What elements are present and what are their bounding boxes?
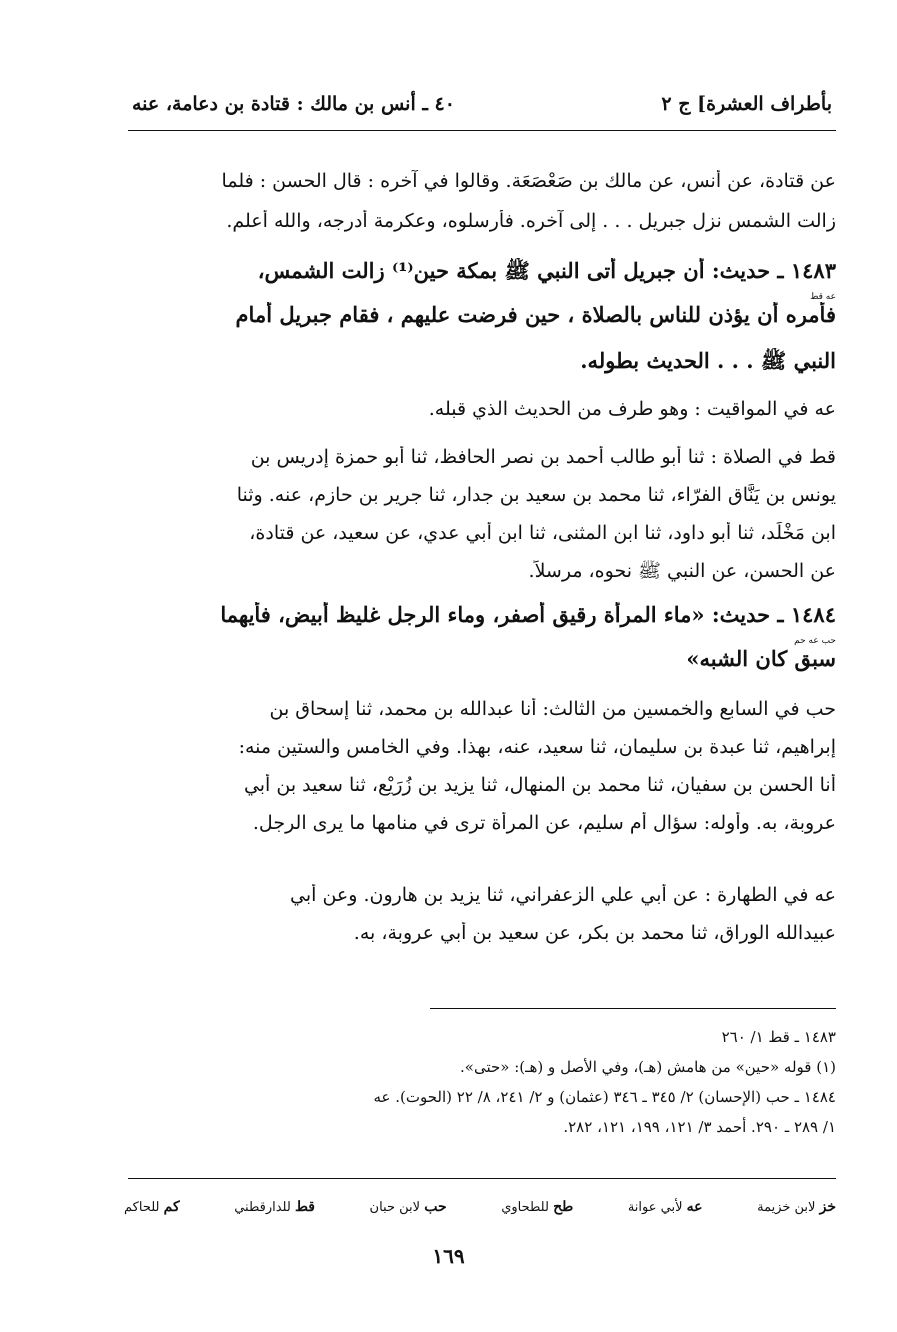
hadith-line: فأمره أن يؤذن للناس بالصلاة ، حين فرضت عليهم ، فقام جبريل أمام xyxy=(235,302,836,327)
text-line: يونس بن يَنَّاق الفرّاء، ثنا محمد بن سعيد بن جدار، ثنا جرير بن حازم، عنه. وثنا xyxy=(236,484,836,506)
footnote-line: ١٤٨٤ ـ حب (الإحسان) ٢/ ٣٤٥ ـ ٣٤٦ (عثمان) و ٢/ ٢٤١، ٨/ ٢٢ (الحوت). عه xyxy=(373,1088,836,1106)
footnote-rule xyxy=(430,1008,836,1009)
paragraph-1484-a xyxy=(130,698,836,850)
paragraph-1484-b xyxy=(130,884,836,960)
abbreviation-legend xyxy=(124,1190,836,1224)
legend-item: خز لابن خزيمة xyxy=(757,1199,836,1215)
text-line: إبراهيم، ثنا عبدة بن سليمان، ثنا سعيد، عنه، بهذا. وفي الخامس والستين منه: xyxy=(238,736,836,758)
footnote-line: (١) قوله «حين» من هامش (هـ)، وفي الأصل و (هـ): «حتى». xyxy=(460,1058,836,1076)
text-line: قط في الصلاة : ثنا أبو طالب أحمد بن نصر الحافظ، ثنا أبو حمزة إدريس بن xyxy=(250,446,836,468)
text-line: عه في المواقيت : وهو طرف من الحديث الذي قبله. xyxy=(428,398,836,420)
footnotes xyxy=(130,1022,836,1142)
text-line: عن قتادة، عن أنس، عن مالك بن صَعْصَعَة. وقالوا في آخره : قال الحسن : فلما xyxy=(221,170,836,192)
legend-item: طح للطحاوي xyxy=(501,1199,574,1215)
legend-item: قط للدارقطني xyxy=(234,1199,315,1215)
footnote-line: ١/ ٢٨٩ ـ ٢٩٠. أحمد ٣/ ١٢١، ١٩٩، ١٢١، ٢٨٢. xyxy=(563,1118,836,1136)
legend-item: عه لأبي عوانة xyxy=(627,1199,703,1215)
text-line: عبيدالله الوراق، ثنا محمد بن بكر، عن سعيد بن أبي عروبة، به. xyxy=(353,922,836,944)
paragraph-1483-a xyxy=(130,398,836,438)
legend-item: حب لابن حبان xyxy=(369,1199,447,1215)
header-chapter-title: ٤٠ ـ أنس بن مالك : قتادة بن دعامة، عنه xyxy=(132,93,455,115)
text-line: عه في الطهارة : عن أبي علي الزعفراني، ثنا يزيد بن هارون. وعن أبي xyxy=(290,884,836,906)
hadith-symbols: عه قط xyxy=(810,292,836,302)
text-line: عن الحسن، عن النبي ﷺ نحوه، مرسلاً. xyxy=(528,560,836,582)
header-rule xyxy=(128,130,836,131)
hadith-line: ١٤٨٣ ـ حديث: أن جبريل أتى النبي ﷺ بمكة حين⁽¹⁾ زالت الشمس، xyxy=(257,258,836,283)
text-line: عروبة، به. وأوله: سؤال أم سليم، عن المرأة ترى في منامها ما يرى الرجل. xyxy=(252,812,836,834)
paragraph-intro xyxy=(130,170,836,250)
hadith-1483 xyxy=(130,258,836,388)
footnote-line: ١٤٨٣ ـ قط ١/ ٢٦٠ xyxy=(721,1028,836,1046)
header-book-title: بأطراف العشرة] ج ٢ xyxy=(661,93,832,115)
hadith-line: النبي ﷺ . . . الحديث بطوله. xyxy=(580,348,836,373)
legend-rule xyxy=(128,1178,836,1179)
running-header xyxy=(132,84,832,124)
hadith-line: ١٤٨٤ ـ حديث: «ماء المرأة رقيق أصفر، وماء الرجل غليظ أبيض، فأيهما xyxy=(220,602,836,627)
hadith-line: سبق كان الشبه» xyxy=(686,646,836,671)
page-number: ١٦٩ xyxy=(432,1244,465,1268)
legend-item: كم للحاكم xyxy=(124,1199,180,1215)
text-line: ابن مَخْلَد، ثنا أبو داود، ثنا ابن المثنى، ثنا ابن أبي عدي، عن سعيد، عن قتادة، xyxy=(249,522,836,544)
hadith-symbols: حب عه حم xyxy=(794,636,836,646)
text-line: أنا الحسن بن سفيان، ثنا محمد بن المنهال، ثنا يزيد بن زُرَيْع، ثنا سعيد بن أبي xyxy=(243,774,836,796)
text-line: زالت الشمس نزل جبريل . . . إلى آخره. فأرسلوه، وعكرمة أدرجه، والله أعلم. xyxy=(226,210,836,232)
paragraph-1483-b xyxy=(130,446,836,598)
text-line: حب في السابع والخمسين من الثالث: أنا عبدالله بن محمد، ثنا إسحاق بن xyxy=(269,698,836,720)
hadith-1484 xyxy=(130,602,836,682)
